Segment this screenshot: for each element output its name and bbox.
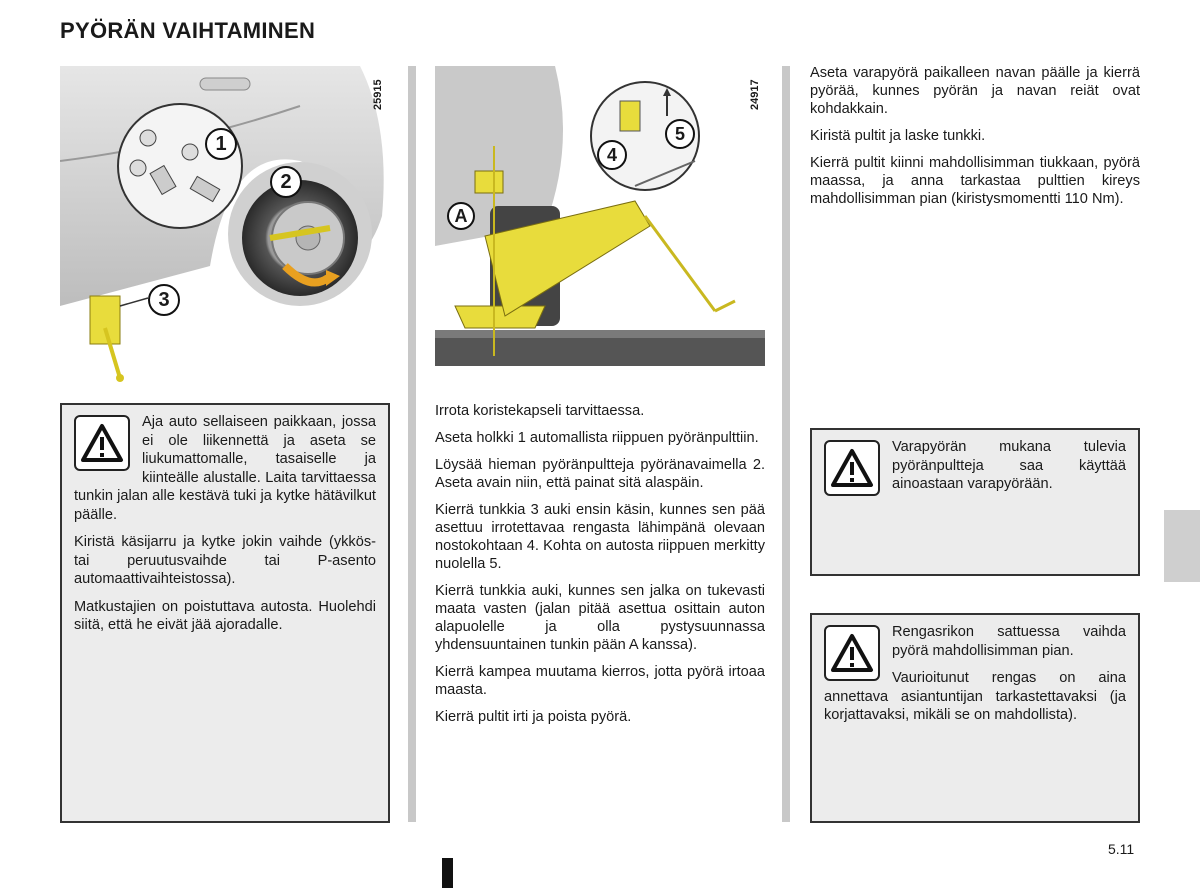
warning-paragraph: Varapyörän mukana tulevia pyöränpultteja saa käyttää ainoastaan varapyörään. [892,439,1126,492]
callout-1-label: 1 [215,132,227,155]
column-divider-left [408,66,416,822]
jack-illustration [435,66,765,374]
instruction-paragraph: Kierrä pultit irti ja poista pyörä. [435,709,632,725]
callout-2 [270,166,302,198]
instruction-paragraph: Löysää hieman pyöränpultteja pyöränavaimella 2. Aseta avain niin, että painat sitä alaspäin. [435,457,765,491]
warning-paragraph: Aja auto sellaiseen paikkaan, jossa ei ole liikennettä ja aseta se liukumattomalle, tasaiselle ja kiinteälle alustalle. Laita tarvittaessa tunkin jalan alle kestävä tuki ja kytke hätävilkut päälle. [74,414,376,523]
warning-triangle-icon [824,440,880,496]
page-number: 5.11 [1108,841,1135,857]
warning-box-safety [60,403,390,823]
instruction-paragraph: Kiristä pultit ja laske tunkki. [810,128,986,144]
warning-triangle-icon [74,415,130,471]
callout-A [447,202,475,230]
callout-5-label: 5 [674,123,685,144]
warning-paragraph: Rengasrikon sattuessa vaihda pyörä mahdollisimman pian. [892,624,1126,659]
instruction-paragraph: Irrota koristekapseli tarvittaessa. [435,403,645,419]
warning-box-damaged-tyre [810,613,1140,823]
instruction-paragraph: Kierrä pultit kiinni mahdollisimman tiukkaan, pyörä maassa, ja anna tarkastaa pulttien kireys mahdollisimman pian (kiristysmomentti 110 Nm). [810,155,1140,207]
wheel-removal-illustration [60,66,390,384]
page-title: PYÖRÄN VAIHTAMINEN [60,18,316,43]
bottom-marker-bar [442,858,453,888]
column-divider-right [782,66,790,822]
reinstall-column [810,64,1140,217]
instruction-paragraph: Aseta varapyörä paikalleen navan päälle ja kierrä pyörää, kunnes pyörän ja navan reiät ovat kohdakkain. [810,65,1140,117]
callout-3-label: 3 [158,288,170,311]
warning-paragraph: Vaurioitunut rengas on aina annettava asiantuntijan tarkastettavaksi (ja korjattavaksi, mikäli se on mahdollista). [824,670,1126,723]
instructions-column [435,402,765,735]
instruction-paragraph: Kierrä tunkkia 3 auki ensin käsin, kunnes sen pää asettuu irrotettavaa rengasta lähimpänä olevaan nostokohtaan 4. Kohta on autosta riippuen merkitty nuolella 5. [435,502,765,572]
figure-jack-position [435,66,765,374]
callout-1 [205,128,237,160]
warning-paragraph: Kiristä käsijarru ja kytke jokin vaihde (ykkös- tai peruutusvaihde tai P-asento automaattivaihteistossa). [74,534,376,587]
callout-3 [148,284,180,316]
instruction-paragraph: Aseta holkki 1 automallista riippuen pyöränpulttiin. [435,430,759,446]
warning-box-spare-bolts [810,428,1140,576]
instruction-paragraph: Kierrä kampea muutama kierros, jotta pyörä irtoaa maasta. [435,664,765,698]
callout-4-label: 4 [606,144,617,165]
chapter-tab [1164,510,1200,582]
callout-5 [665,119,695,149]
warning-paragraph: Matkustajien on poistuttava autosta. Huolehdi siitä, että he eivät jää ajoradalle. [74,598,376,633]
callout-4 [597,140,627,170]
figure-id: 24917 [749,79,761,110]
figure-wheel-removal [60,66,390,384]
callout-2-label: 2 [280,170,292,193]
warning-triangle-icon [824,625,880,681]
instruction-paragraph: Kierrä tunkkia auki, kunnes sen jalka on tukevasti maata vasten (jalan pitää asettua osittain auton alapuolelle ja olla pystysuunnassa yhdensuuntainen tunkin pään A kanssa). [435,583,765,653]
callout-A-label: A [454,205,468,226]
figure-id: 25915 [372,79,384,110]
